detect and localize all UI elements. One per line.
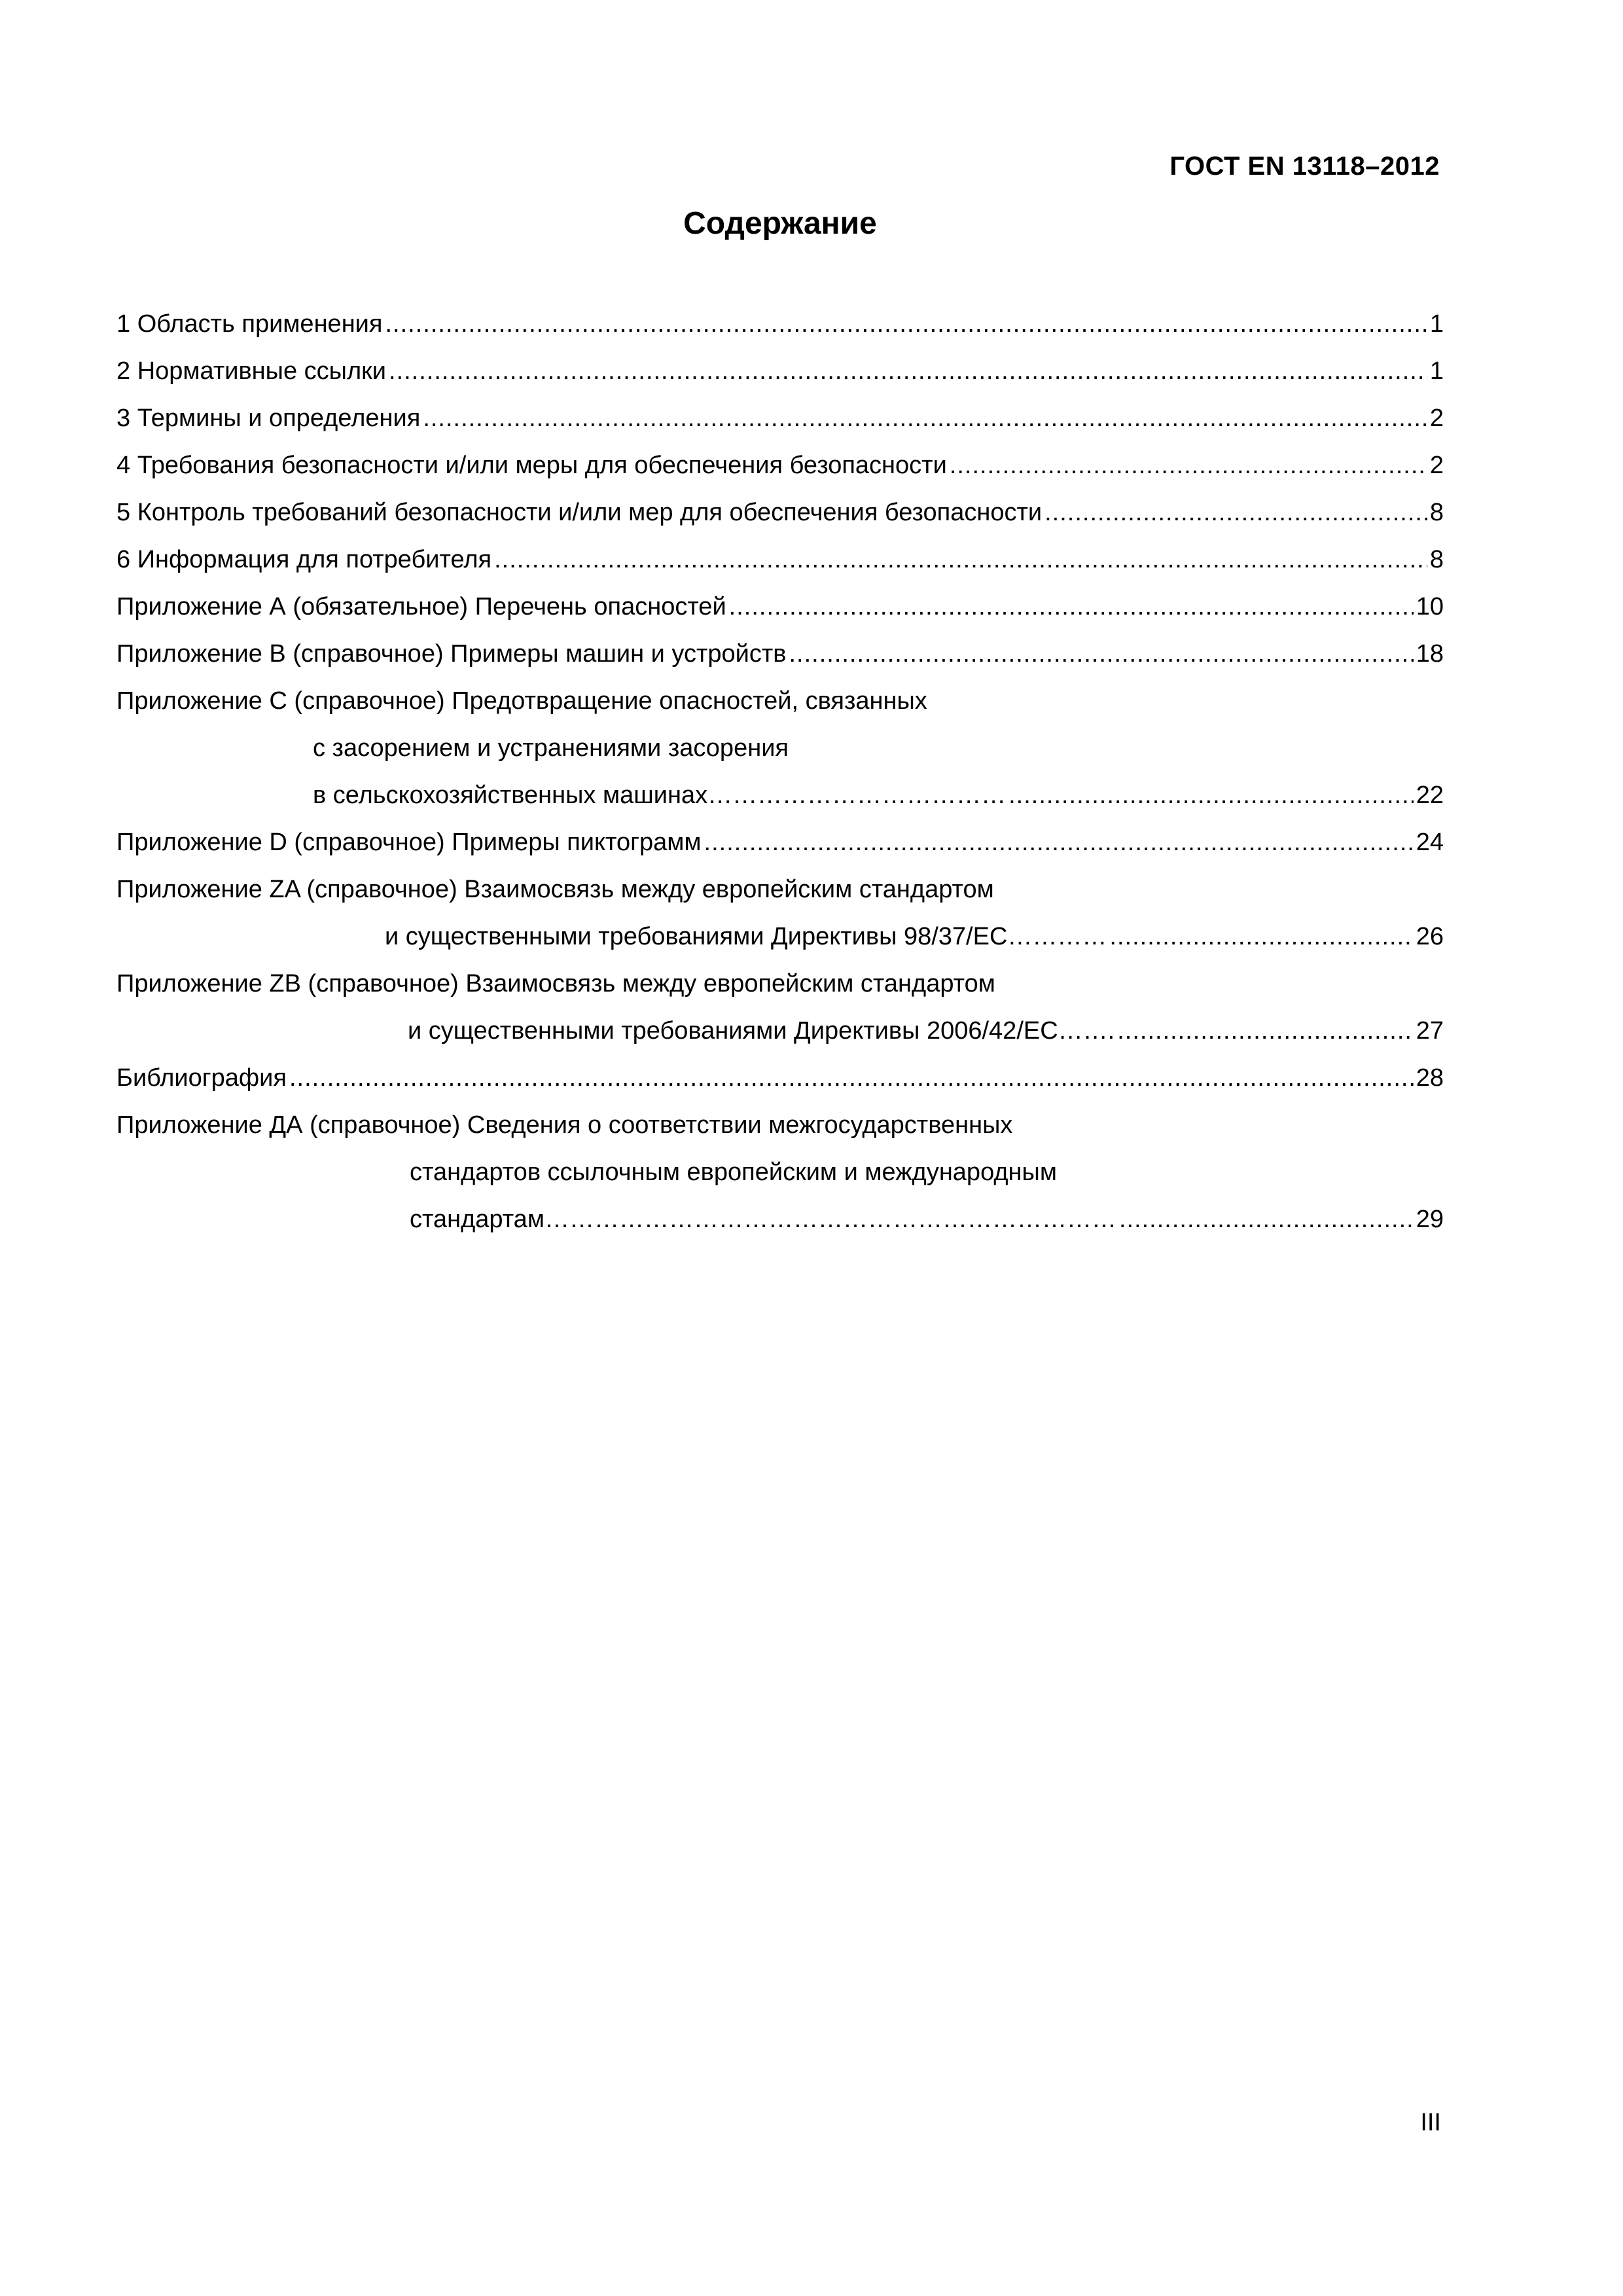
toc-leader xyxy=(1109,922,1413,952)
toc-entry-page: 1 xyxy=(1429,357,1444,385)
toc-entry[interactable] xyxy=(116,339,1444,386)
toc-entry-line[interactable] xyxy=(116,1093,1444,1140)
toc-entry-page: 28 xyxy=(1416,1064,1444,1092)
toc-entry-label: Приложение С (справочное) Предотвращение опасностей, связанных xyxy=(116,687,927,715)
toc-entry[interactable] xyxy=(116,622,1444,669)
toc-entry[interactable] xyxy=(116,386,1444,433)
toc-entry-page: 8 xyxy=(1429,546,1444,573)
toc-entry-label: стандартам…………………………………………………………… xyxy=(410,1206,1116,1233)
toc-entry-label: 6 Информация для потребителя xyxy=(116,546,492,573)
toc-leader xyxy=(1117,1016,1414,1046)
toc-leader xyxy=(494,545,1427,575)
toc-entry-page: 29 xyxy=(1416,1206,1444,1233)
toc-entry-label: Приложение ZB (справочное) Взаимосвязь между европейским стандартом xyxy=(116,970,995,997)
toc-leader xyxy=(1044,497,1427,528)
toc-entry-label: Приложение D (справочное) Примеры пиктограмм xyxy=(116,829,702,856)
toc-entry-label: Приложение А (обязательное) Перечень опасностей xyxy=(116,593,726,620)
toc-entry-page: 22 xyxy=(1416,781,1444,809)
page-number: III xyxy=(1420,2109,1441,2136)
toc-entry-line[interactable] xyxy=(116,857,1444,905)
toc-entry-page: 24 xyxy=(1416,829,1444,856)
toc-entry-page: 27 xyxy=(1416,1017,1444,1045)
document-code: ГОСТ EN 13118–2012 xyxy=(1169,152,1440,181)
toc-leader xyxy=(704,827,1414,857)
toc-entry[interactable] xyxy=(116,292,1444,339)
toc-entry-label: Приложение ZA (справочное) Взаимосвязь между европейским стандартом xyxy=(116,876,994,903)
toc-entry-page: 26 xyxy=(1416,923,1444,950)
toc-entry-line[interactable] xyxy=(116,669,1444,716)
toc-leader xyxy=(1119,1204,1414,1234)
toc-entry[interactable] xyxy=(116,763,1444,810)
toc-entry-page: 2 xyxy=(1429,404,1444,432)
toc-leader xyxy=(289,1063,1414,1093)
toc-entry-label: Библиография xyxy=(116,1064,287,1092)
toc-entry-label: 5 Контроль требований безопасности и/или мер для обеспечения безопасности xyxy=(116,499,1043,526)
toc-entry-label: 4 Требования безопасности и/или меры для обеспечения безопасности xyxy=(116,452,947,479)
toc-entry-label: 2 Нормативные ссылки xyxy=(116,357,386,385)
toc-entry-label: и существенными требованиями Директивы 2006/42/ЕС……. xyxy=(408,1017,1115,1045)
toc-entry[interactable] xyxy=(116,528,1444,575)
toc-entry-page: 2 xyxy=(1429,452,1444,479)
toc-title: Содержание xyxy=(683,206,877,241)
toc-entry-page: 18 xyxy=(1416,640,1444,668)
toc-entry-line[interactable] xyxy=(116,952,1444,999)
toc-entry[interactable] xyxy=(116,433,1444,480)
toc-entry[interactable] xyxy=(116,905,1444,952)
toc-entry-label: с засорением и устранениями засорения xyxy=(313,734,789,762)
toc-entry-label: стандартов ссылочным европейским и международным xyxy=(410,1158,1057,1186)
toc-entry-line[interactable] xyxy=(116,1140,1444,1187)
toc-leader xyxy=(729,592,1414,622)
toc-entry-line[interactable] xyxy=(116,716,1444,763)
toc-leader xyxy=(423,403,1427,433)
toc-entry-label: Приложение ДА (справочное) Сведения о соответствии межгосударственных xyxy=(116,1111,1013,1139)
toc-entry[interactable] xyxy=(116,999,1444,1046)
toc-entry-label: Приложение В (справочное) Примеры машин и устройств xyxy=(116,640,787,668)
toc-entry-page: 10 xyxy=(1416,593,1444,620)
toc-leader xyxy=(789,639,1413,669)
toc-entry[interactable] xyxy=(116,1187,1444,1234)
toc-entry-label: 1 Область применения xyxy=(116,310,383,338)
toc-entry-label: 3 Термины и определения xyxy=(116,404,421,432)
toc-entry-label: и существенными требованиями Директивы 98/37/ЕС………… xyxy=(385,923,1107,950)
toc-leader xyxy=(950,450,1427,480)
toc-entry-page: 8 xyxy=(1429,499,1444,526)
toc-entry-page: 1 xyxy=(1429,310,1444,338)
toc-entry[interactable] xyxy=(116,480,1444,528)
toc-entry[interactable] xyxy=(116,810,1444,857)
toc-leader xyxy=(1008,780,1414,810)
toc-leader xyxy=(389,356,1427,386)
toc-entry-label: в сельскохозяйственных машинах……………………………… xyxy=(313,781,1007,809)
toc-entry[interactable] xyxy=(116,575,1444,622)
toc-leader xyxy=(385,309,1427,339)
toc-entry[interactable] xyxy=(116,1046,1444,1093)
table-of-contents xyxy=(116,292,1444,1234)
